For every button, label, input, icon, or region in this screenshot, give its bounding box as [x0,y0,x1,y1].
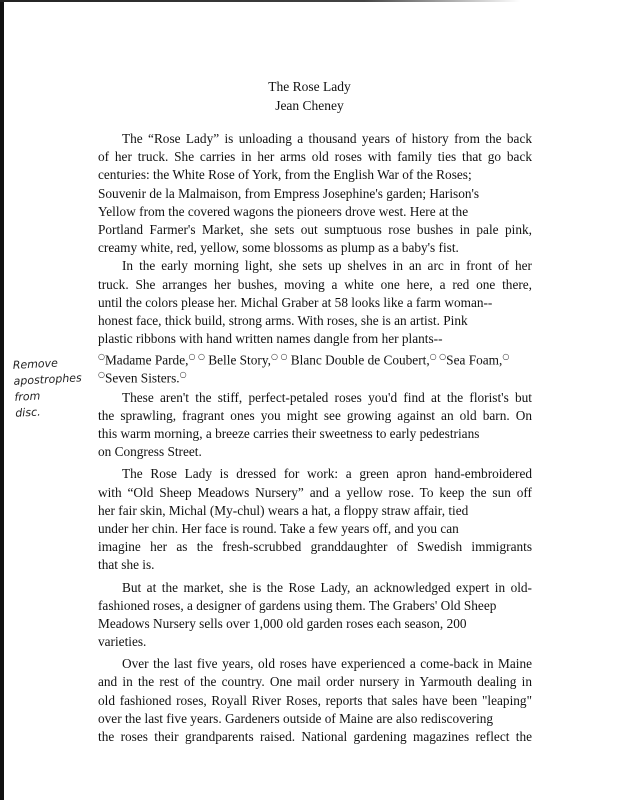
paragraph [98,257,532,384]
text-line: with “Old Sheep Meadows Nursery” and a yellow rose. To keep the sun off [98,484,532,500]
text-line: creamy white, red, yellow, some blossoms as plump as a baby's fist. [98,240,459,256]
proofreader-mark: ○ ○ [188,352,205,362]
rose-name: Seven Sisters. [104,370,180,386]
scan-left-edge [0,0,4,800]
proofreader-mark: ○ [502,352,510,362]
margin-note-line: apostrophes [13,371,83,388]
text-line: under her chin. Her face is round. Take a few years off, and you can [98,520,459,536]
text-line: Portland Farmer's Market, she sets out sumptuous rose bushes in pale pink, [98,221,532,237]
text-line: fashioned roses, a designer of gardens using them. The Grabers' Old Sheep [98,597,497,613]
text-line: honest face, thick build, strong arms. With roses, she is an artist. Pink [98,312,468,328]
title-block [0,77,619,115]
margin-note-line: disc. [14,405,41,420]
document-body [98,130,532,746]
paragraph [98,389,532,462]
document-author: Jean Cheney [275,98,344,113]
proofreader-mark: ○ ○ [270,352,288,362]
paragraph [98,655,532,746]
text-line: this warm morning, a breeze carries their sweetness to early pedestrians [98,426,480,441]
text-line: on Congress Street. [98,444,202,460]
margin-note-line: Remove [12,356,59,372]
text-line: The “Rose Lady” is unloading a thousand years of history from the back [122,131,532,146]
proofreader-mark: ○ [98,352,105,362]
text-line: varieties. [98,634,147,650]
rose-name: Sea Foam, [446,352,503,368]
text-line: the roses their grandparents raised. National gardening magazines reflect the [98,729,532,744]
rose-names-line [98,366,532,384]
text-line: that she is. [98,557,155,573]
text-line: until the colors please her. Michal Graber at 58 looks like a farm woman-- [98,294,493,310]
text-line: of her truck. She carries in her arms old roses with family ties that go back [98,149,532,165]
text-line: plastic ribbons with hand written names dangle from her plants-- [98,331,443,347]
proofreader-mark: ○ [179,370,187,380]
scan-top-edge [0,0,520,2]
rose-name: Madame Parde, [104,352,189,368]
text-line: These aren't the stiff, perfect-petaled roses you'd find at the florist's but [122,389,532,405]
rose-name: Blanc Double de Coubert, [290,352,430,368]
proofreader-mark: ○ ○ [429,352,447,362]
text-line: Meadows Nursery sells over 1,000 old garden roses each season, 200 [98,615,467,631]
text-line: her fair skin, Michal (My-chul) wears a hat, a floppy straw affair, tied [98,502,469,518]
rose-name: Belle Story, [208,352,271,368]
proofreader-mark: ○ [98,370,105,380]
text-line: But at the market, she is the Rose Lady, an acknowledged expert in old- [122,579,532,595]
document-title: The Rose Lady [268,79,351,94]
paragraph [98,130,532,257]
paragraph [98,579,532,652]
rose-names-line [98,348,532,366]
text-line: Over the last five years, old roses have experienced a come-back in Maine [122,656,532,672]
text-line: imagine her as the fresh-scrubbed granddaughter of Swedish immigrants [98,539,532,555]
text-line: and in the rest of the country. One mail order nursery in Yarmouth dealing in [98,674,532,690]
text-line: the sprawling, fragrant ones you might see growing against an old barn. On [98,407,532,423]
text-line: truck. She arranges her bushes, moving a white one here, a red one there, [98,276,532,292]
text-line: Souvenir de la Malmaison, from Empress Josephine's garden; Harison's [98,185,480,201]
handwritten-margin-note [12,354,85,422]
text-line: Yellow from the covered wagons the pioneers drove west. Here at the [98,203,469,219]
text-line: old fashioned roses, Royall River Roses, reports that sales have been "leaping" [98,692,532,708]
text-line: In the early morning light, she sets up shelves in an arc in front of her [122,258,532,274]
text-line: The Rose Lady is dressed for work: a green apron hand-embroidered [122,466,532,482]
paragraph [98,465,532,574]
text-line: centuries: the White Rose of York, from the English War of the Roses; [98,167,472,183]
margin-note-line: from [14,389,41,404]
text-line: over the last five years. Gardeners outside of Maine are also rediscovering [98,710,494,726]
